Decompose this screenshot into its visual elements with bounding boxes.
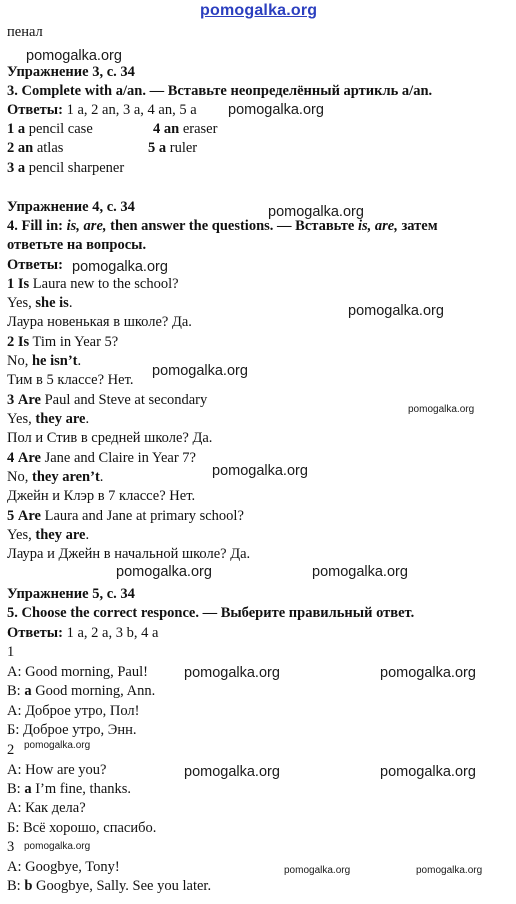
ex4-t2: Тим в 5 классе? Нет. [7, 372, 134, 388]
ex4-t1: Лаура новенькая в школе? Да. [7, 314, 192, 330]
ex4-task: 4. Fill in: is, are, then answer the questions. — Вставьте is, are, затем [7, 218, 438, 234]
ex3-answers: Ответы: 1 a, 2 an, 3 a, 4 an, 5 a [7, 102, 197, 118]
ex4-t4: Джейн и Клэр в 7 классе? Нет. [7, 488, 196, 504]
ex4-a5: Yes, they are. [7, 527, 90, 543]
ex4-heading: Упражнение 4, с. 34 [7, 199, 135, 215]
ex5-d2-a: A: How are you? [7, 762, 107, 778]
ex5-d1-rb: Б: Доброе утро, Энн. [7, 722, 137, 738]
ex3-heading: Упражнение 3, с. 34 [7, 64, 135, 80]
watermark: pomogalka.org [284, 865, 351, 876]
ex4-q1: 1 Is Laura new to the school? [7, 276, 179, 292]
ex4-a4: No, they aren’t. [7, 469, 104, 485]
ex4-q4: 4 Are Jane and Claire in Year 7? [7, 450, 196, 466]
watermark: pomogalka.org [380, 764, 476, 780]
watermark: pomogalka.org [312, 564, 408, 580]
watermark: pomogalka.org [380, 665, 476, 681]
ex5-d1-num: 1 [7, 644, 15, 660]
watermark: pomogalka.org [212, 463, 308, 479]
watermark: pomogalka.org [72, 259, 168, 275]
ex5-d3-b: B: b Googbye, Sally. See you later. [7, 878, 212, 894]
watermark: pomogalka.org [26, 48, 122, 64]
watermark: pomogalka.org [184, 764, 280, 780]
ex3-item-2: 2 an atlas [7, 140, 64, 156]
ex5-d3-a: A: Googbye, Tony! [7, 859, 120, 875]
watermark: pomogalka.org [184, 665, 280, 681]
ex3-item-4: 4 an eraser [153, 121, 218, 137]
ex4-a3: Yes, they are. [7, 411, 90, 427]
watermark: pomogalka.org [152, 363, 248, 379]
watermark: pomogalka.org [348, 303, 444, 319]
ex4-a2: No, he isn’t. [7, 353, 82, 369]
ex4-t5: Лаура и Джейн в начальной школе? Да. [7, 546, 251, 562]
watermark: pomogalka.org [24, 841, 91, 852]
ex4-answers-label: Ответы: [7, 257, 63, 273]
ex4-a1: Yes, she is. [7, 295, 73, 311]
ex3-item-1: 1 a pencil case [7, 121, 93, 137]
ex4-q5: 5 Are Laura and Jane at primary school? [7, 508, 244, 524]
ex5-d1-ra: А: Доброе утро, Пол! [7, 703, 140, 719]
watermark-link-top[interactable]: pomogalka.org [200, 2, 318, 19]
watermark: pomogalka.org [268, 204, 364, 220]
ex5-d1-a: A: Good morning, Paul! [7, 664, 148, 680]
ex5-d3-num: 3 [7, 839, 15, 855]
top-word: пенал [7, 24, 43, 40]
ex5-answers: Ответы: 1 a, 2 a, 3 b, 4 a [7, 625, 159, 641]
ex5-task: 5. Choose the correct responce. — Выберите правильный ответ. [7, 605, 415, 621]
ex4-q2: 2 Is Tim in Year 5? [7, 334, 119, 350]
watermark: pomogalka.org [416, 865, 483, 876]
ex3-task: 3. Complete with a/an. — Вставьте неопределённый артикль a/an. [7, 83, 433, 99]
watermark: pomogalka.org [408, 404, 475, 415]
ex4-q3: 3 Are Paul and Steve at secondary [7, 392, 208, 408]
ex5-d2-ra: А: Как дела? [7, 800, 86, 816]
watermark: pomogalka.org [24, 740, 91, 751]
ex5-d2-rb: Б: Всё хорошо, спасибо. [7, 820, 157, 836]
ex5-d2-num: 2 [7, 742, 15, 758]
watermark: pomogalka.org [116, 564, 212, 580]
ex5-d1-b: B: a Good morning, Ann. [7, 683, 156, 699]
ex4-task-line2: ответьте на вопросы. [7, 237, 147, 253]
ex4-t3: Пол и Стив в средней школе? Да. [7, 430, 213, 446]
ex3-item-5: 5 a ruler [148, 140, 198, 156]
ex3-item-3: 3 a pencil sharpener [7, 160, 125, 176]
ex5-d2-b: B: a I’m fine, thanks. [7, 781, 132, 797]
ex5-heading: Упражнение 5, с. 34 [7, 586, 135, 602]
watermark: pomogalka.org [228, 102, 324, 118]
